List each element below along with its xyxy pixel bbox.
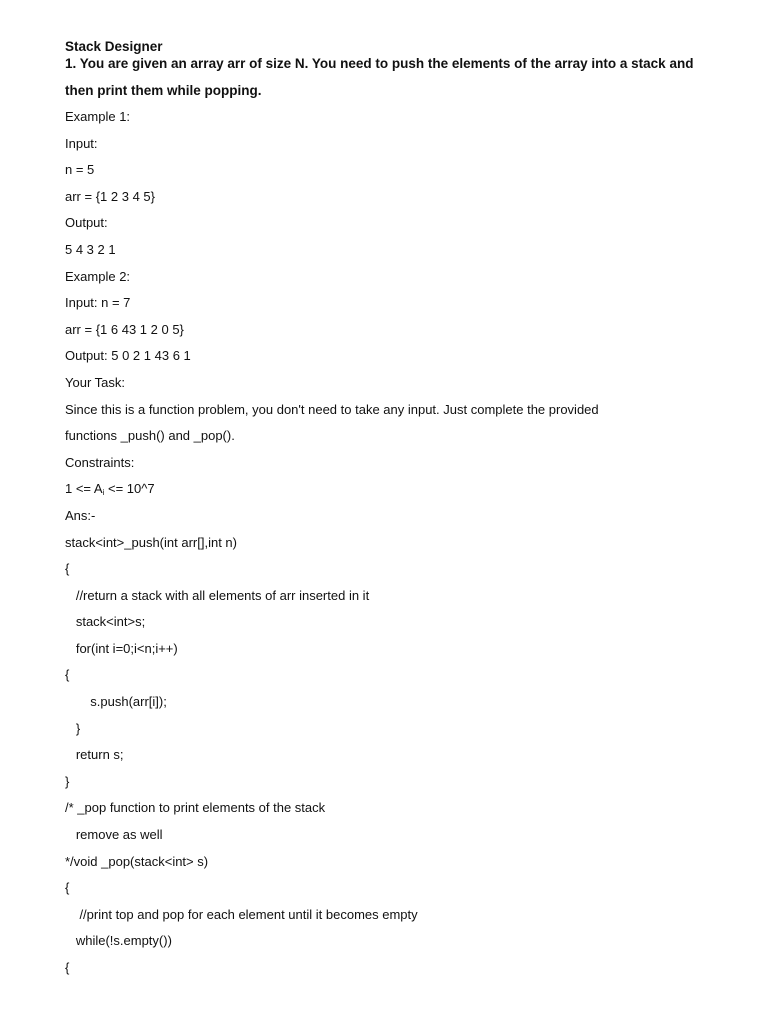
- text-line: Constraints:: [65, 454, 135, 470]
- text-line: n = 5: [65, 162, 95, 178]
- document-title: Stack Designer: [65, 39, 163, 54]
- code-line: stack<int>s;: [65, 614, 146, 630]
- constraint-subscript: i: [102, 488, 105, 498]
- constraint-suffix: <= 10^7: [104, 481, 155, 497]
- code-line: return s;: [65, 747, 124, 763]
- code-line: remove as well: [65, 827, 163, 843]
- problem-body: [65, 104, 715, 503]
- code-line: /* _pop function to print elements of the stack: [65, 800, 326, 816]
- code-line: {: [65, 960, 70, 975]
- text-line: Example 1:: [65, 109, 131, 124]
- code-line: }: [65, 773, 70, 789]
- text-line: 5 4 3 2 1: [65, 241, 116, 257]
- code-line: s.push(arr[i]);: [65, 694, 167, 710]
- code-line: stack<int>_push(int arr[],int n): [65, 534, 237, 550]
- text-line: Output: 5 0 2 1 43 6 1: [65, 348, 191, 364]
- code-line: while(!s.empty()): [65, 933, 172, 949]
- document-page: [65, 38, 715, 982]
- question-text: 1. You are given an array arr of size N. You need to push the elements of the array into a stack and then print them while popping.: [65, 56, 694, 98]
- code-line: }: [65, 720, 81, 736]
- code-line: {: [65, 880, 70, 896]
- code-line: for(int i=0;i<n;i++): [65, 640, 178, 656]
- constraint-line: [65, 476, 715, 503]
- text-line: arr = {1 6 43 1 2 0 5}: [65, 321, 184, 337]
- text-line: arr = {1 2 3 4 5}: [65, 188, 155, 204]
- code-line: {: [65, 561, 70, 577]
- text-line: Your Task:: [65, 374, 125, 390]
- code-line: Ans:-: [65, 507, 96, 523]
- code-line: //print top and pop for each element until it becomes empty: [65, 906, 418, 922]
- code-line: {: [65, 667, 70, 683]
- constraint-prefix: 1 <= A: [65, 481, 103, 497]
- text-line: functions _push() and _pop().: [65, 428, 235, 444]
- text-line: Output:: [65, 215, 108, 231]
- answer-code: [65, 503, 715, 982]
- code-line: */void _pop(stack<int> s): [65, 853, 209, 869]
- text-line: Input:: [65, 135, 98, 151]
- text-line: Input: n = 7: [65, 295, 131, 311]
- code-line: //return a stack with all elements of arr inserted in it: [65, 587, 370, 603]
- text-line: Example 2:: [65, 268, 131, 284]
- text-line: Since this is a function problem, you don't need to take any input. Just complete the provided: [65, 401, 599, 417]
